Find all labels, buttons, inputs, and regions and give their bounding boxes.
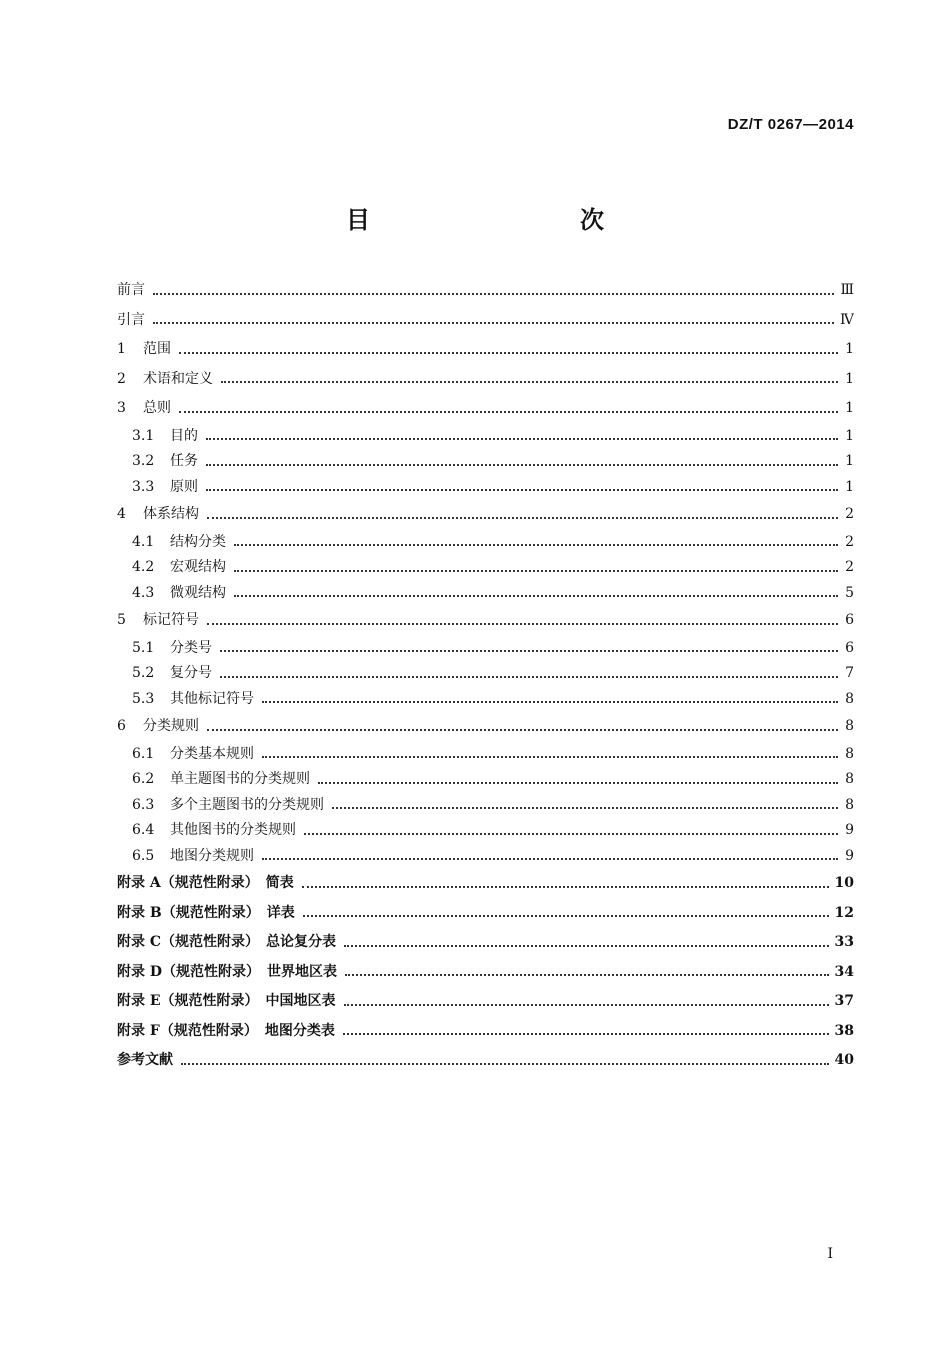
toc-entry-label: 分类基本规则 — [170, 745, 254, 762]
toc-entry-number: 3.1 — [132, 427, 155, 444]
toc-entry-label: 微观结构 — [170, 584, 226, 601]
toc-entry[interactable] — [117, 581, 854, 607]
toc-entry-number: 4.1 — [132, 533, 155, 550]
toc-entry-label: 其他图书的分类规则 — [170, 822, 296, 838]
dot-leader — [220, 650, 838, 652]
dot-leader — [262, 701, 838, 703]
toc-entry[interactable] — [117, 987, 854, 1017]
toc-entry-page: 8 — [845, 745, 854, 762]
toc-entry-number: 5.3 — [132, 690, 155, 707]
toc-entry-label: 标记符号 — [143, 612, 199, 628]
dot-leader — [206, 464, 838, 466]
toc-entry-page: 2 — [845, 559, 854, 575]
toc-entry[interactable] — [117, 475, 854, 501]
toc-entry[interactable] — [117, 712, 854, 742]
dot-leader — [332, 807, 838, 809]
dot-leader — [181, 1063, 829, 1065]
dot-leader — [207, 729, 838, 731]
dot-leader — [179, 352, 838, 354]
toc-entry[interactable] — [117, 394, 854, 424]
toc-entry-label: 附录 C（规范性附录） 总论复分表 — [117, 934, 337, 950]
toc-entry-page: 9 — [845, 822, 854, 838]
toc-title: 目 次 — [346, 206, 658, 234]
dot-leader — [303, 915, 829, 917]
toc-entry-number: 6.1 — [132, 745, 155, 762]
toc-entry-number: 5.2 — [132, 665, 155, 681]
toc-entry-page: 8 — [845, 690, 854, 707]
toc-entry-number: 3.2 — [132, 453, 155, 469]
toc-entry[interactable] — [117, 530, 854, 556]
dot-leader — [345, 974, 829, 976]
dot-leader — [220, 676, 838, 678]
toc-entry[interactable] — [117, 306, 854, 336]
toc-entry-label: 参考文献 — [117, 1052, 173, 1068]
toc-entry-number: 6.2 — [132, 771, 155, 787]
toc-entry-page: 12 — [834, 904, 854, 921]
toc-entry-number: 6.3 — [132, 796, 155, 813]
toc-entry-page: 8 — [845, 718, 854, 734]
document-code: DZ/T 0267—2014 — [727, 116, 854, 133]
toc-entry-number: 6.5 — [132, 847, 155, 864]
toc-entry-label: 术语和定义 — [143, 370, 213, 387]
toc-entry-page: 1 — [845, 370, 854, 387]
toc-entry-label: 地图分类规则 — [170, 847, 254, 864]
toc-entry[interactable] — [117, 687, 854, 713]
toc-entry[interactable] — [117, 818, 854, 844]
toc-entry-page: 34 — [834, 963, 854, 980]
dot-leader — [153, 293, 834, 295]
toc-entry-label: 体系结构 — [143, 506, 199, 522]
toc-entry-page: 8 — [845, 796, 854, 813]
toc-entry[interactable] — [117, 958, 854, 988]
toc-entry-label: 附录 A（规范性附录） 简表 — [117, 875, 294, 891]
toc-entry-label: 复分号 — [170, 665, 212, 681]
toc-entry-page: 2 — [845, 533, 854, 550]
toc-entry[interactable] — [117, 742, 854, 768]
toc-entry-number: 2 — [117, 370, 126, 387]
dot-leader — [206, 489, 838, 491]
toc-entry-label: 范围 — [143, 341, 171, 357]
toc-entry[interactable] — [117, 335, 854, 365]
toc-entry-label: 附录 E（规范性附录） 中国地区表 — [117, 993, 336, 1009]
toc-entry-number: 6.4 — [132, 822, 155, 838]
toc-entry-number: 5.1 — [132, 639, 155, 656]
toc-entry-page: 6 — [845, 612, 854, 628]
toc-entry-page: 7 — [845, 665, 854, 681]
toc-entry-label: 附录 F（规范性附录） 地图分类表 — [117, 1022, 335, 1039]
toc-entry[interactable] — [117, 500, 854, 530]
toc-entry-number: 3 — [117, 400, 126, 416]
dot-leader — [302, 886, 829, 888]
toc-entry[interactable] — [117, 1017, 854, 1047]
toc-entry-page: 8 — [845, 771, 854, 787]
toc-entry[interactable] — [117, 844, 854, 870]
dot-leader — [234, 544, 838, 546]
dot-leader — [221, 381, 838, 383]
dot-leader — [262, 858, 838, 860]
dot-leader — [207, 623, 838, 625]
toc-entry-page: 1 — [845, 427, 854, 444]
toc-entry[interactable] — [117, 276, 854, 306]
toc-entry-page: 33 — [834, 934, 854, 950]
toc-entry[interactable] — [117, 869, 854, 899]
toc-entry-page: 9 — [845, 847, 854, 864]
toc-entry[interactable] — [117, 767, 854, 793]
toc-entry[interactable] — [117, 1046, 854, 1076]
toc-entry-page: Ⅳ — [840, 311, 854, 328]
toc-entry-label: 引言 — [117, 311, 145, 328]
dot-leader — [304, 833, 838, 835]
toc-entry-number: 4.2 — [132, 559, 155, 575]
toc-entry-page: 1 — [845, 400, 854, 416]
toc-entry[interactable] — [117, 449, 854, 475]
toc-entry-page: 6 — [845, 639, 854, 656]
toc-entry-label: 任务 — [170, 453, 198, 469]
dot-leader — [153, 322, 834, 324]
dot-leader — [234, 570, 838, 572]
toc-entry-number: 6 — [117, 718, 126, 734]
toc-entry-page: 10 — [834, 875, 854, 891]
toc-entry-page: 40 — [834, 1052, 854, 1068]
toc-entry[interactable] — [117, 661, 854, 687]
dot-leader — [343, 1033, 829, 1035]
dot-leader — [206, 438, 838, 440]
dot-leader — [234, 595, 838, 597]
toc-entry[interactable] — [117, 636, 854, 662]
toc-entry-label: 分类号 — [170, 639, 212, 656]
toc-entry-page: 5 — [845, 584, 854, 601]
dot-leader — [344, 945, 828, 947]
toc-entry[interactable] — [117, 424, 854, 450]
dot-leader — [207, 517, 838, 519]
toc-entry[interactable] — [117, 555, 854, 581]
dot-leader — [179, 411, 838, 413]
toc-entry-label: 结构分类 — [170, 533, 226, 550]
toc-entry-label: 原则 — [170, 478, 198, 495]
toc-entry-label: 前言 — [117, 282, 145, 298]
dot-leader — [344, 1004, 829, 1006]
toc-entry-number: 4.3 — [132, 584, 155, 601]
table-of-contents — [117, 276, 854, 1076]
toc-entry-number: 1 — [117, 341, 126, 357]
toc-entry-label: 分类规则 — [143, 718, 199, 734]
toc-entry-page: 1 — [845, 478, 854, 495]
toc-entry-label: 单主题图书的分类规则 — [170, 771, 310, 787]
toc-entry-number: 3.3 — [132, 478, 155, 495]
toc-entry-label: 总则 — [143, 400, 171, 416]
toc-entry-label: 附录 B（规范性附录） 详表 — [117, 904, 295, 921]
toc-entry[interactable] — [117, 793, 854, 819]
toc-entry-label: 宏观结构 — [170, 559, 226, 575]
toc-entry-page: 38 — [834, 1022, 854, 1039]
toc-entry-label: 多个主题图书的分类规则 — [170, 796, 324, 813]
dot-leader — [262, 756, 838, 758]
toc-entry[interactable] — [117, 928, 854, 958]
toc-entry-page: Ⅲ — [840, 282, 854, 298]
toc-entry-page: 37 — [834, 993, 854, 1009]
toc-entry-number: 4 — [117, 506, 126, 522]
toc-entry-page: 1 — [845, 453, 854, 469]
dot-leader — [318, 782, 838, 784]
toc-entry-label: 目的 — [170, 427, 198, 444]
toc-entry[interactable] — [117, 606, 854, 636]
toc-entry[interactable] — [117, 365, 854, 395]
toc-entry-page: 1 — [845, 341, 854, 357]
toc-entry-page: 2 — [845, 506, 854, 522]
toc-entry-label: 其他标记符号 — [170, 690, 254, 707]
page-number: I — [827, 1246, 833, 1262]
toc-entry[interactable] — [117, 899, 854, 929]
toc-entry-label: 附录 D（规范性附录） 世界地区表 — [117, 963, 338, 980]
toc-entry-number: 5 — [117, 612, 126, 628]
